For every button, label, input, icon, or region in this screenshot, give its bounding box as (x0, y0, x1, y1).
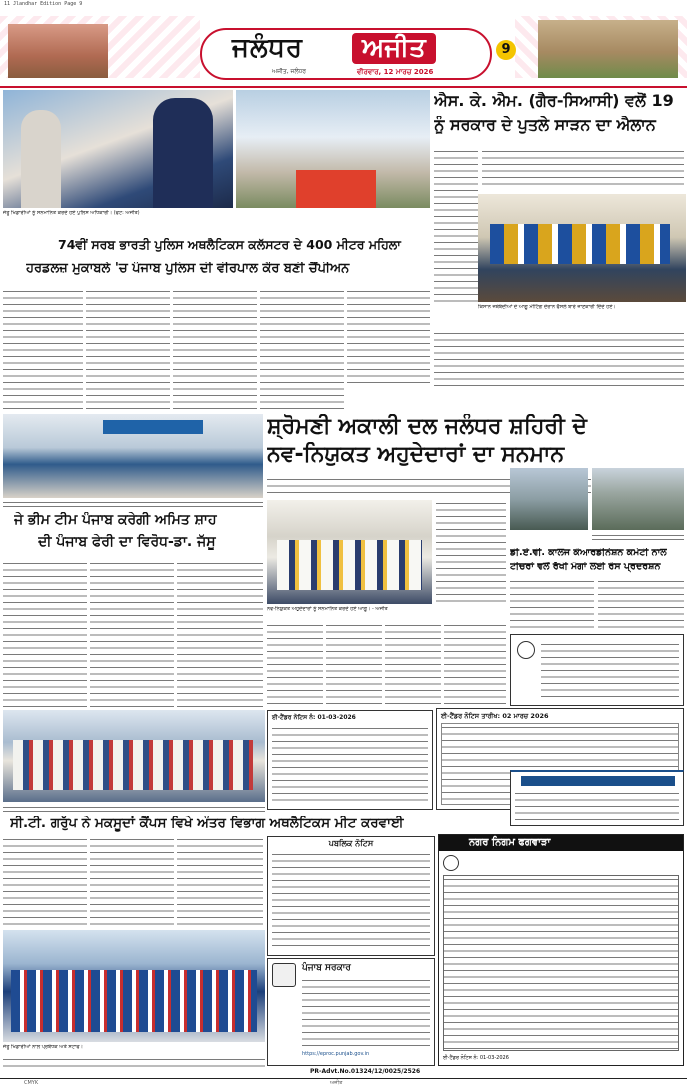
ad-small-body (272, 725, 428, 805)
photo-athletes-group (3, 930, 265, 1042)
ct-body-col2 (90, 836, 174, 928)
effigy-body-top (482, 148, 684, 190)
police-body-col1 (3, 288, 83, 412)
ad-govt-logo (272, 963, 296, 987)
ad-nagar-nigam (438, 834, 684, 1066)
headline-bjp-line2: ਦੀ ਪੰਜਾਬ ਫੇਰੀ ਦਾ ਵਿਰੋਧ-ਡਾ. ਜੱਸੂ (38, 534, 216, 550)
sad-body-col-b (326, 622, 382, 708)
headline-sad-line1: ਸ਼੍ਰੋਮਣੀ ਅਕਾਲੀ ਦਲ ਜਲੰਧਰ ਸ਼ਹਿਰੀ ਦੇ (267, 414, 587, 439)
caption-sad: ਨਵ-ਨਿਯੁਕਤ ਅਹੁਦੇਦਾਰਾਂ ਨੂੰ ਸਨਮਾਨਿਤ ਕਰਦੇ ਹੋਏ ਆਗੂ। - ਅਜੀਤ (267, 606, 388, 612)
dav-body-col1 (510, 578, 594, 632)
figures-honour (277, 540, 422, 590)
ad-govt-notice-right (510, 634, 684, 706)
police-body-col2 (86, 288, 170, 412)
page-number: 9 (501, 42, 511, 57)
ad-small-title: ਈ-ਟੈਂਡਰ ਨੋਟਿਸ ਨੰ: 01-03-2026 (272, 714, 356, 721)
athletes-body (3, 1056, 265, 1068)
caption-effigy: ਕਿਸਾਨ ਜਥੇਬੰਦੀਆਂ ਦੇ ਆਗੂ ਮੀਟਿੰਗ ਦੌਰਾਨ ਫੈਸਲੇ ਬਾਰੇ ਜਾਣਕਾਰੀ ਦਿੰਦੇ ਹੋਏ। (478, 304, 616, 310)
ad-public-notice (267, 836, 435, 956)
figure-officer (153, 98, 213, 208)
figures-athletes (11, 970, 257, 1032)
photo-press-conference (3, 414, 263, 498)
sad-body-col-a (267, 622, 323, 708)
caption-ct (3, 804, 265, 812)
photo-farmer-meeting (478, 194, 686, 302)
effigy-body-bottom (434, 330, 684, 386)
podium (296, 170, 376, 208)
ad-fertilizer-notice (510, 770, 684, 826)
police-body-col4 (260, 288, 344, 412)
headline-dav-line2: ਟੀਚਰਾਂ ਵਲੋਂ ਰੱਖੀ ਮੰਗਾਂ ਲਈ ਰੋਸ ਪ੍ਰਦਰਸ਼ਨ (510, 562, 661, 572)
police-body-col5 (347, 288, 430, 388)
ad-govt-text (541, 641, 679, 701)
caption-athletes: ਜੇਤੂ ਖਿਡਾਰੀਆਂ ਨਾਲ ਪ੍ਰਬੰਧਕ ਅਤੇ ਸਟਾਫ। (3, 1044, 83, 1050)
ad-pr-code: PR-Advt.No.01324/12/0025/2526 (310, 1068, 421, 1075)
masthead-building-photo-left (8, 24, 108, 78)
ad-punjab-sarkar (267, 958, 435, 1066)
headline-effigy-line2: ਨੂੰ ਸਰਕਾਰ ਦੇ ਪੁਤਲੇ ਸਾੜਨ ਦਾ ਐਲਾਨ (434, 116, 656, 134)
footer-center: ਅਜੀਤ (330, 1080, 343, 1086)
ad-nagar-nigam-header (439, 835, 683, 851)
masthead-title-left: ਜਲੰਧਰ (232, 33, 304, 63)
photo-podium (236, 90, 430, 208)
dav-body-col2 (598, 578, 684, 632)
figure-athlete (21, 110, 61, 208)
masthead-title-right: ਅਜੀਤ (352, 33, 436, 64)
bjp-body-col3 (177, 560, 263, 708)
bjp-body-col1 (3, 560, 87, 708)
photo-award-ceremony (3, 90, 233, 208)
masthead (0, 10, 687, 85)
caption-dav (592, 532, 684, 540)
caption-top-photos: ਜੇਤੂ ਖਿਡਾਰੀਆਂ ਨੂੰ ਸਨਮਾਨਿਤ ਕਰਦੇ ਹੋਏ ਪੁਲਿਸ ਅਧਿਕਾਰੀ। (ਫੋਟੋ: ਅਜੀਤ) (3, 210, 140, 216)
ad-small-notice (267, 710, 433, 810)
ad-punjab-sarkar-body (302, 977, 430, 1047)
ad-punjab-sarkar-title: ਪੰਜਾਬ ਸਰਕਾਰ (302, 963, 351, 973)
sad-body-col2 (436, 500, 506, 604)
sad-body-col-c (385, 622, 441, 708)
masthead-logo (200, 28, 492, 80)
photo-dav-protest (592, 468, 684, 530)
masthead-rule (0, 86, 687, 88)
print-slug: 11 Jlandhar Edition Page 9 (4, 1, 83, 7)
banner (103, 420, 203, 434)
headline-bjp-line1: ਜੇ ਭੀਮ ਟੀਮ ਪੰਜਾਬ ਕਰੇਗੀ ਅਮਿਤ ਸ਼ਾਹ (14, 512, 217, 528)
sad-body-col-d (444, 622, 506, 708)
police-body-col3 (173, 288, 257, 412)
headline-effigy-line1: ਐਸ. ਕੇ. ਐਮ. (ਗੈਰ-ਸਿਆਸੀ) ਵਲੋਂ 19 (434, 92, 674, 110)
ad-public-notice-title: ਪਬਲਿਕ ਨੋਟਿਸ (328, 839, 374, 848)
ct-body-col3 (177, 836, 263, 928)
ad-nagar-nigam-title: ਨਗਰ ਨਿਗਮ ਫਗਵਾੜਾ (469, 837, 551, 848)
ad-fertilizer-head (521, 776, 675, 786)
masthead-date: ਵੀਰਵਾਰ, 12 ਮਾਰਚ 2026 (357, 68, 434, 76)
ad-govt-emblem (517, 641, 535, 659)
ad-nagar-nigam-emblem (443, 855, 459, 871)
photo-ct-group-meet (3, 710, 265, 802)
headline-ct: ਸੀ.ਟੀ. ਗਰੁੱਪ ਨੇ ਮਕਸੂਦਾਂ ਕੈਂਪਸ ਵਿਖੇ ਅੰਤਰ ਵਿਭਾਗ ਅਥਲੈਟਿਕਸ ਮੀਟ ਕਰਵਾਈ (10, 816, 404, 831)
ad-fertilizer-body (515, 790, 679, 824)
effigy-body-col1 (434, 148, 478, 306)
ad-website: https://eproc.punjab.gov.in (302, 1051, 370, 1057)
headline-dav-line1: ਡੀ.ਏ.ਵੀ. ਕਾਲਜ ਕੋਆਰਡੀਨੇਸ਼ਨ ਕਮੇਟੀ ਨਾਲ (510, 548, 667, 558)
headline-police-line1: 74ਵੀਂ ਸਰਬ ਭਾਰਤੀ ਪੁਲਿਸ ਅਥਲੈਟਿਕਸ ਕਲੱਸਟਰ ਦੇ 400 ਮੀਟਰ ਮਹਿਲਾ (58, 238, 401, 252)
footer-left: CMYK (24, 1080, 39, 1086)
headline-sad-line2: ਨਵ-ਨਿਯੁਕਤ ਅਹੁਦੇਦਾਰਾਂ ਦਾ ਸਨਮਾਨ (267, 442, 565, 467)
ad-public-notice-body (272, 851, 430, 951)
figures-ct-staff (13, 740, 253, 790)
ad-nagar-nigam-table (443, 875, 679, 1051)
footer-rule (0, 1078, 687, 1079)
page-number-badge (496, 40, 516, 60)
figure-group (490, 224, 670, 264)
bjp-body-col2 (90, 560, 174, 708)
photo-sad-honour (267, 500, 432, 604)
ct-body-col1 (3, 836, 87, 928)
masthead-subline: ਅਜੀਤ, ਜਲੰਧਰ (272, 68, 307, 75)
caption-bjp (3, 499, 263, 507)
ad-nagar-nigam-tender: ਈ-ਟੈਂਡਰ ਨੋਟਿਸ ਨੰ: 01-03-2026 (443, 1055, 509, 1061)
headline-police-line2: ਹਰਡਲਜ਼ ਮੁਕਾਬਲੇ 'ਚ ਪੰਜਾਬ ਪੁਲਿਸ ਦੀ ਵੀਰਪਾਲ ਕੌਰ ਬਣੀ ਚੈਂਪੀਅਨ (26, 262, 350, 276)
masthead-building-photo (538, 20, 678, 78)
photo-dav-protest-wide (510, 468, 588, 530)
ad-tender-date: ਈ-ਟੈਂਡਰ ਨੋਟਿਸ ਤਾਰੀਖ: 02 ਮਾਰਚ 2026 (441, 712, 549, 720)
